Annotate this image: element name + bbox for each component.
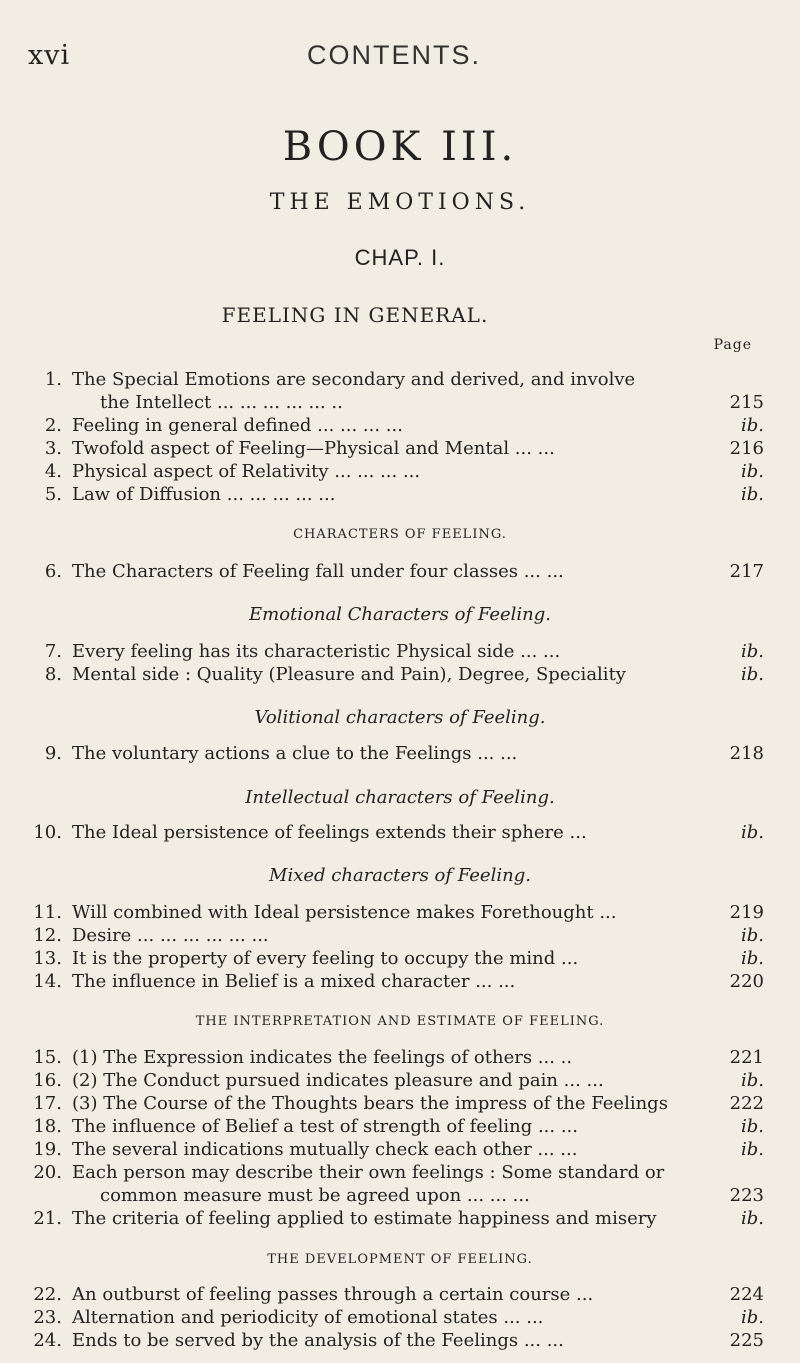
chapter-heading: CHAP. I. — [354, 245, 446, 270]
page-column-label: Page — [713, 337, 752, 353]
entry-page: ib. — [740, 461, 764, 482]
entry-number: 9. — [44, 743, 62, 764]
entry-page: 216 — [729, 438, 764, 459]
entry-number: 6. — [44, 561, 62, 582]
entry-text-continued: the Intellect ... ... ... ... ... .. — [100, 392, 343, 413]
section-heading: THE DEVELOPMENT OF FEELING. — [267, 1252, 533, 1267]
entry-text: Mental side : Quality (Pleasure and Pain), Degree, Speciality — [72, 664, 626, 685]
entry-number: 20. — [33, 1162, 62, 1183]
entry-number: 1. — [44, 369, 62, 390]
entry-number: 23. — [33, 1307, 62, 1328]
entry-text: It is the property of every feeling to occupy the mind ... — [72, 948, 579, 969]
entry-page: ib. — [740, 484, 764, 505]
entry-text: Alternation and periodicity of emotional states ... ... — [72, 1307, 544, 1328]
entry-number: 7. — [44, 641, 62, 662]
chapter-title: FEELING IN GENERAL. — [221, 303, 489, 327]
entry-text: Ends to be served by the analysis of the Feelings ... ... — [72, 1330, 564, 1351]
entry-number: 16. — [33, 1070, 62, 1091]
entry-text: Twofold aspect of Feeling—Physical and Mental ... ... — [72, 438, 555, 459]
book-title: BOOK III. — [282, 124, 518, 170]
entry-number: 22. — [33, 1284, 62, 1305]
entry-page: 222 — [729, 1093, 764, 1114]
entry-number: 5. — [44, 484, 62, 505]
entry-text: Each person may describe their own feelings : Some standard or — [72, 1162, 665, 1183]
entry-page: ib. — [740, 1208, 764, 1229]
entry-text: Physical aspect of Relativity ... ... ... ... — [72, 461, 421, 482]
entry-number: 14. — [33, 971, 62, 992]
entry-page: 215 — [729, 392, 764, 413]
entry-page: ib. — [740, 1139, 764, 1160]
running-title: CONTENTS. — [306, 40, 481, 70]
entry-text: Will combined with Ideal persistence makes Forethought ... — [72, 902, 617, 923]
entry-text-continued: common measure must be agreed upon ... ... ... — [100, 1185, 530, 1206]
entry-text: Every feeling has its characteristic Physical side ... ... — [72, 641, 561, 662]
entry-number: 4. — [44, 461, 62, 482]
entry-number: 10. — [33, 822, 62, 843]
entry-number: 24. — [33, 1330, 62, 1351]
entry-text: Desire ... ... ... ... ... ... — [72, 925, 269, 946]
page-folio: xvi — [28, 40, 71, 71]
entry-text: The influence of Belief a test of strength of feeling ... ... — [72, 1116, 579, 1137]
entry-page: ib. — [740, 822, 764, 843]
entry-number: 13. — [33, 948, 62, 969]
entry-text: The Ideal persistence of feelings extends their sphere ... — [72, 822, 587, 843]
entry-page: ib. — [740, 664, 764, 685]
entry-page: ib. — [740, 641, 764, 662]
entry-page: ib. — [740, 1070, 764, 1091]
entry-number: 8. — [44, 664, 62, 685]
entry-page: 225 — [729, 1330, 764, 1351]
entry-page: 219 — [729, 902, 764, 923]
entry-number: 18. — [33, 1116, 62, 1137]
entry-text: The several indications mutually check each other ... ... — [72, 1139, 578, 1160]
entry-number: 2. — [44, 415, 62, 436]
entry-page: 221 — [729, 1047, 764, 1068]
section-heading: CHARACTERS OF FEELING. — [293, 527, 507, 542]
entry-text: The criteria of feeling applied to estimate happiness and misery — [72, 1208, 657, 1229]
entry-page: 223 — [729, 1185, 764, 1206]
entry-text: An outburst of feeling passes through a certain course ... — [72, 1284, 594, 1305]
entry-page: ib. — [740, 948, 764, 969]
subsection-heading: Mixed characters of Feeling. — [269, 865, 531, 886]
entry-number: 21. — [33, 1208, 62, 1229]
entry-number: 11. — [33, 902, 62, 923]
entry-number: 19. — [33, 1139, 62, 1160]
entry-text: The Special Emotions are secondary and derived, and involve — [72, 369, 636, 390]
entry-number: 15. — [33, 1047, 62, 1068]
subsection-heading: Intellectual characters of Feeling. — [245, 787, 555, 808]
entry-text: (2) The Conduct pursued indicates pleasure and pain ... ... — [72, 1070, 604, 1091]
part-title: THE EMOTIONS. — [269, 190, 531, 215]
entry-page: 220 — [729, 971, 764, 992]
entry-page: ib. — [740, 1307, 764, 1328]
entry-text: (1) The Expression indicates the feelings of others ... .. — [72, 1047, 573, 1068]
section-heading: THE INTERPRETATION AND ESTIMATE OF FEELING. — [195, 1014, 605, 1029]
entry-text: (3) The Course of the Thoughts bears the impress of the Feelings — [72, 1093, 668, 1114]
subsection-heading: Emotional Characters of Feeling. — [248, 604, 552, 625]
entry-text: Law of Diffusion ... ... ... ... ... — [72, 484, 336, 505]
subsection-heading: Volitional characters of Feeling. — [254, 707, 546, 728]
entry-number: 3. — [44, 438, 62, 459]
entry-page: ib. — [740, 925, 764, 946]
running-head — [28, 40, 760, 80]
entry-text: Feeling in general defined ... ... ... ... — [72, 415, 403, 436]
entry-page: 218 — [729, 743, 764, 764]
entry-page: ib. — [740, 415, 764, 436]
entry-page: 224 — [729, 1284, 764, 1305]
entry-number: 17. — [33, 1093, 62, 1114]
entry-text: The influence in Belief is a mixed character ... ... — [72, 971, 516, 992]
entry-page: 217 — [729, 561, 764, 582]
entry-page: ib. — [740, 1116, 764, 1137]
entry-text: The Characters of Feeling fall under four classes ... ... — [72, 561, 564, 582]
entry-number: 12. — [33, 925, 62, 946]
entry-text: The voluntary actions a clue to the Feelings ... ... — [72, 743, 518, 764]
